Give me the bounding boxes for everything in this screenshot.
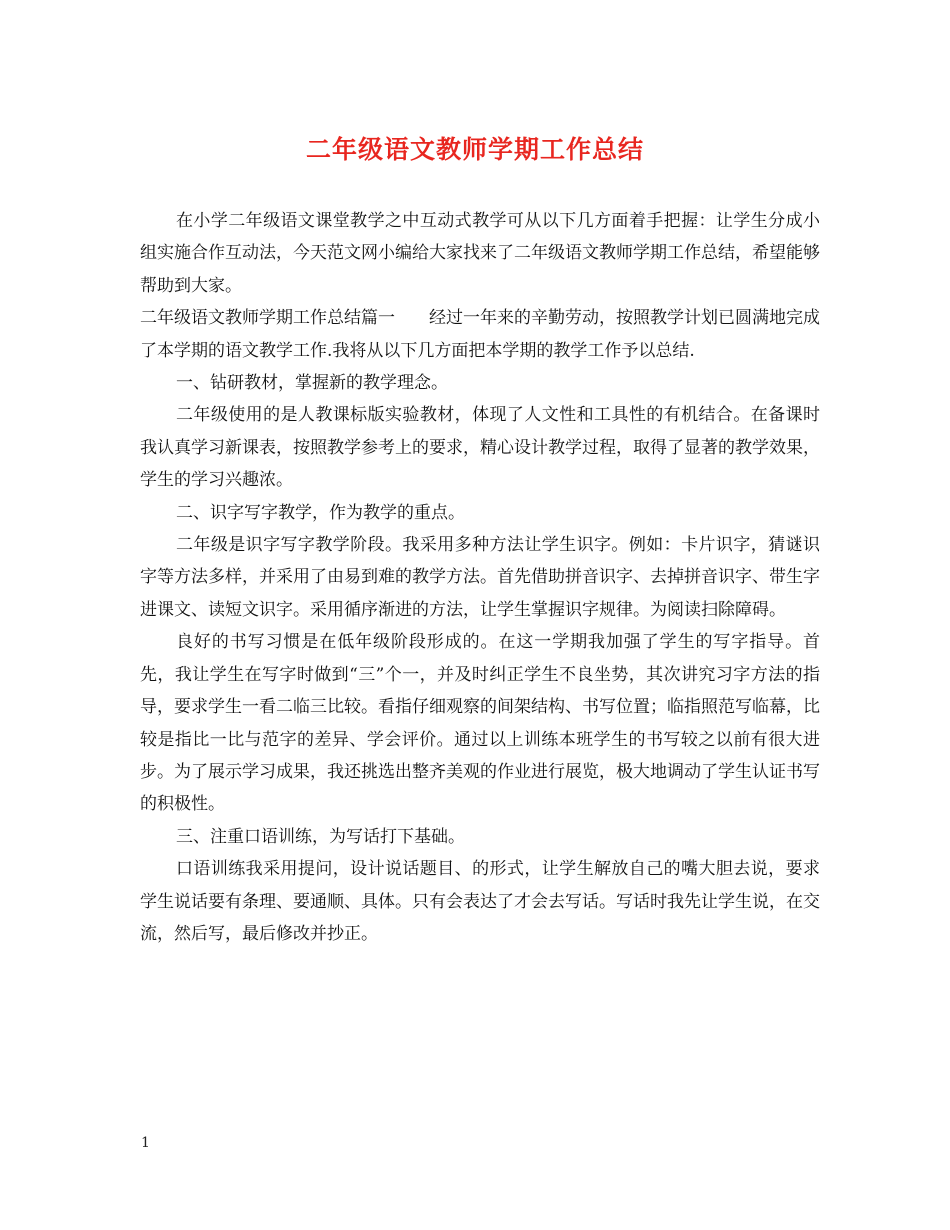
paragraph-1: 二年级使用的是人教课标版实验教材，体现了人文性和工具性的有机结合。在备课时我认真学习新课表，按照教学参考上的要求，精心设计教学过程，取得了显著的教学效果，学生的学习兴趣浓。 [140,405,820,491]
section-heading-2: 二、识字写字教学，作为教学的重点。 [176,502,465,523]
section-heading-3: 三、注重口语训练，为写话打下基础。 [176,826,465,847]
section-one-lead: 二年级语文教师学期工作总结篇一 经过一年来的辛勤劳动，按照教学计划已圆满地完成了本学期的语文教学工作.我将从以下几方面把本学期的教学工作予以总结. [140,308,820,361]
document-title: 二年级语文教师学期工作总结 [305,135,644,164]
section-heading-1: 一、钻研教材，掌握新的教学理念。 [176,373,448,394]
page-number: 1 [141,1135,150,1151]
paragraph-4: 口语训练我采用提问，设计说话题目、的形式，让学生解放自己的嘴大胆去说，要求学生说话要有条理、要通顺、具体。只有会表达了才会去写话。写话时我先让学生说，在交流，然后写，最后修改并抄正。 [140,859,820,944]
paragraph-3: 良好的书写习惯是在低年级阶段形成的。在这一学期我加强了学生的写字指导。首先，我让学生在写字时做到“三”个一，并及时纠正学生不良坐势，其次讲究习字方法的指导，要求学生一看二临三比较。看指仔细观察的间架结构、书写位置；临指照范写临幕，比较是指比一比与范字的差异、学会评价。通过以上训练本班学生的书写较之以前有很大进步。为了展示学习成果，我还挑选出整齐美观的作业进行展览，极大地调动了学生认证书写的积极性。 [140,632,820,815]
paragraph-2: 二年级是识字写字教学阶段。我采用多种方法让学生识字。例如：卡片识字，猜谜识字等方法多样，并采用了由易到难的教学方法。首先借助拼音识字、去掉拼音识字、带生字进课文、读短文识字。采用循序渐进的方法，让学生掌握识字规律。为阅读扫除障碍。 [140,535,820,620]
intro-paragraph: 在小学二年级语文课堂教学之中互动式教学可从以下几方面着手把握：让学生分成小组实施合作互动法，今天范文网小编给大家找来了二年级语文教师学期工作总结，希望能够帮助到大家。 [140,211,820,296]
document-body [140,205,820,950]
